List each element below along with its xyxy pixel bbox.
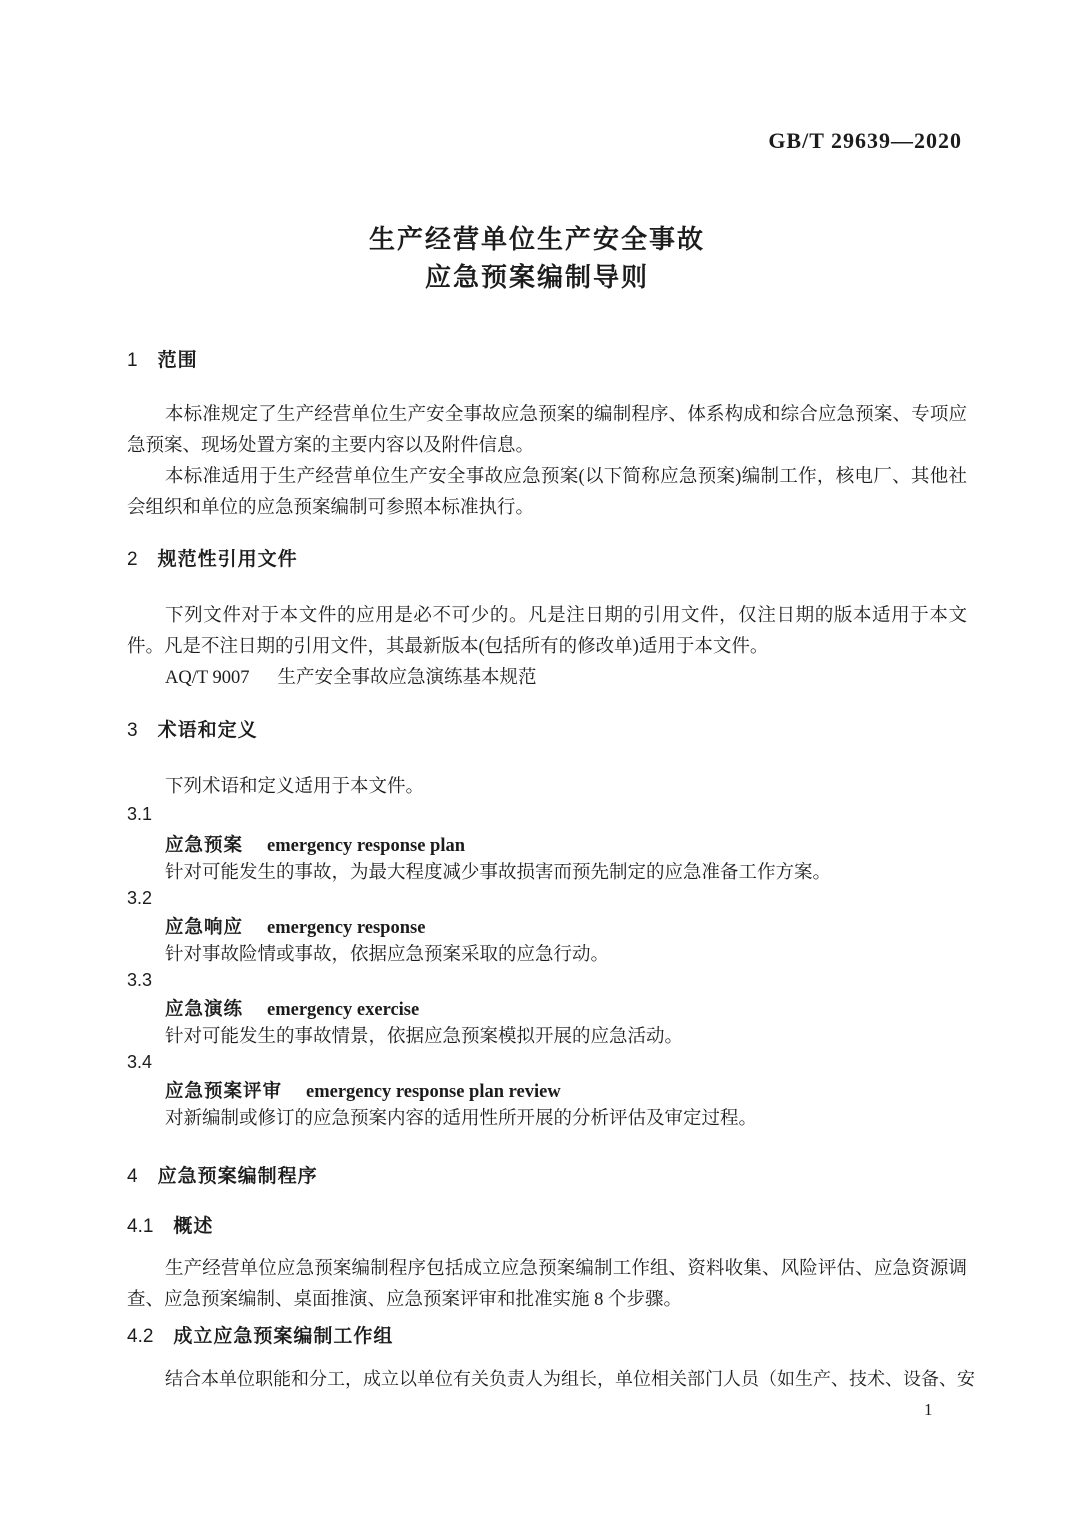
section-2-heading — [127, 549, 298, 572]
section-1-title: 范围 — [157, 350, 198, 371]
section-1-number: 1 — [127, 350, 138, 371]
section-3-title: 术语和定义 — [157, 720, 258, 741]
terms-intro: 下列术语和定义适用于本文件。 — [165, 777, 425, 797]
term-3-4-number: 3.4 — [127, 1052, 153, 1072]
section-3-heading — [127, 720, 258, 743]
section-2-number: 2 — [127, 549, 138, 570]
term-3-1-en: emergency response plan — [267, 836, 466, 856]
term-3-4-definition: 对新编制或修订的应急预案内容的适用性所开展的分析评估及审定过程。 — [165, 1109, 758, 1129]
term-3-2-line — [165, 916, 425, 939]
section-4-number: 4 — [127, 1166, 138, 1187]
term-3-2-zh: 应急响应 — [165, 916, 244, 937]
section-4-1-heading — [127, 1216, 213, 1239]
term-3-3-number: 3.3 — [127, 970, 153, 990]
term-3-1-number: 3.1 — [127, 804, 153, 824]
section-3-number: 3 — [127, 720, 138, 741]
reference-code: AQ/T 9007 — [165, 668, 250, 688]
section-4-2-title: 成立应急预案编制工作组 — [173, 1326, 394, 1347]
reference-item — [165, 667, 536, 689]
section-4-2-heading — [127, 1326, 393, 1349]
term-3-1-zh: 应急预案 — [165, 834, 244, 855]
reference-title: 生产安全事故应急演练基本规范 — [277, 668, 537, 688]
workgroup-paragraph: 结合本单位职能和分工，成立以单位有关负责人为组长，单位相关部门人员（如生产、技术、设备、安 — [165, 1369, 975, 1389]
term-3-3-line — [165, 998, 419, 1021]
scope-paragraph-1: 本标准规定了生产经营单位生产安全事故应急预案的编制程序、体系构成和综合应急预案、专项应急预案、现场处置方案的主要内容以及附件信息。 — [127, 405, 967, 456]
scope-paragraph-2: 本标准适用于生产经营单位生产安全事故应急预案(以下简称应急预案)编制工作，核电厂、其他社会组织和单位的应急预案编制可参照本标准执行。 — [127, 467, 967, 518]
document-title-line-1: 生产经营单位生产安全事故 — [368, 224, 705, 254]
term-3-3-en: emergency exercise — [267, 1000, 420, 1020]
term-3-2-definition: 针对事故险情或事故，依据应急预案采取的应急行动。 — [165, 945, 610, 965]
term-3-4-zh: 应急预案评审 — [165, 1080, 283, 1101]
section-4-2-number: 4.2 — [127, 1326, 154, 1347]
term-3-1-definition: 针对可能发生的事故，为最大程度减少事故损害而预先制定的应急准备工作方案。 — [165, 863, 832, 883]
term-3-3-definition: 针对可能发生的事故情景，依据应急预案模拟开展的应急活动。 — [165, 1027, 684, 1047]
document-title-line-2: 应急预案编制导则 — [424, 262, 649, 292]
standard-number: GB/T 29639—2020 — [768, 128, 962, 153]
section-4-1-title: 概述 — [173, 1216, 214, 1237]
term-3-3-zh: 应急演练 — [165, 998, 244, 1019]
overview-paragraph: 生产经营单位应急预案编制程序包括成立应急预案编制工作组、资料收集、风险评估、应急资源调查、应急预案编制、桌面推演、应急预案评审和批准实施 8 个步骤。 — [127, 1259, 967, 1310]
term-3-4-en: emergency response plan review — [306, 1082, 561, 1102]
term-3-2-en: emergency response — [267, 918, 426, 938]
section-4-1-number: 4.1 — [127, 1216, 154, 1237]
section-2-title: 规范性引用文件 — [157, 549, 298, 570]
references-paragraph: 下列文件对于本文件的应用是必不可少的。凡是注日期的引用文件，仅注日期的版本适用于本文件。凡是不注日期的引用文件，其最新版本(包括所有的修改单)适用于本文件。 — [127, 606, 967, 657]
term-3-1-line — [165, 834, 465, 857]
page-number: 1 — [924, 1400, 933, 1419]
section-4-heading — [127, 1166, 318, 1189]
term-3-4-line — [165, 1080, 561, 1103]
section-4-title: 应急预案编制程序 — [157, 1166, 318, 1187]
term-3-2-number: 3.2 — [127, 888, 153, 908]
document-title — [0, 220, 1074, 296]
section-1-heading — [127, 350, 198, 373]
